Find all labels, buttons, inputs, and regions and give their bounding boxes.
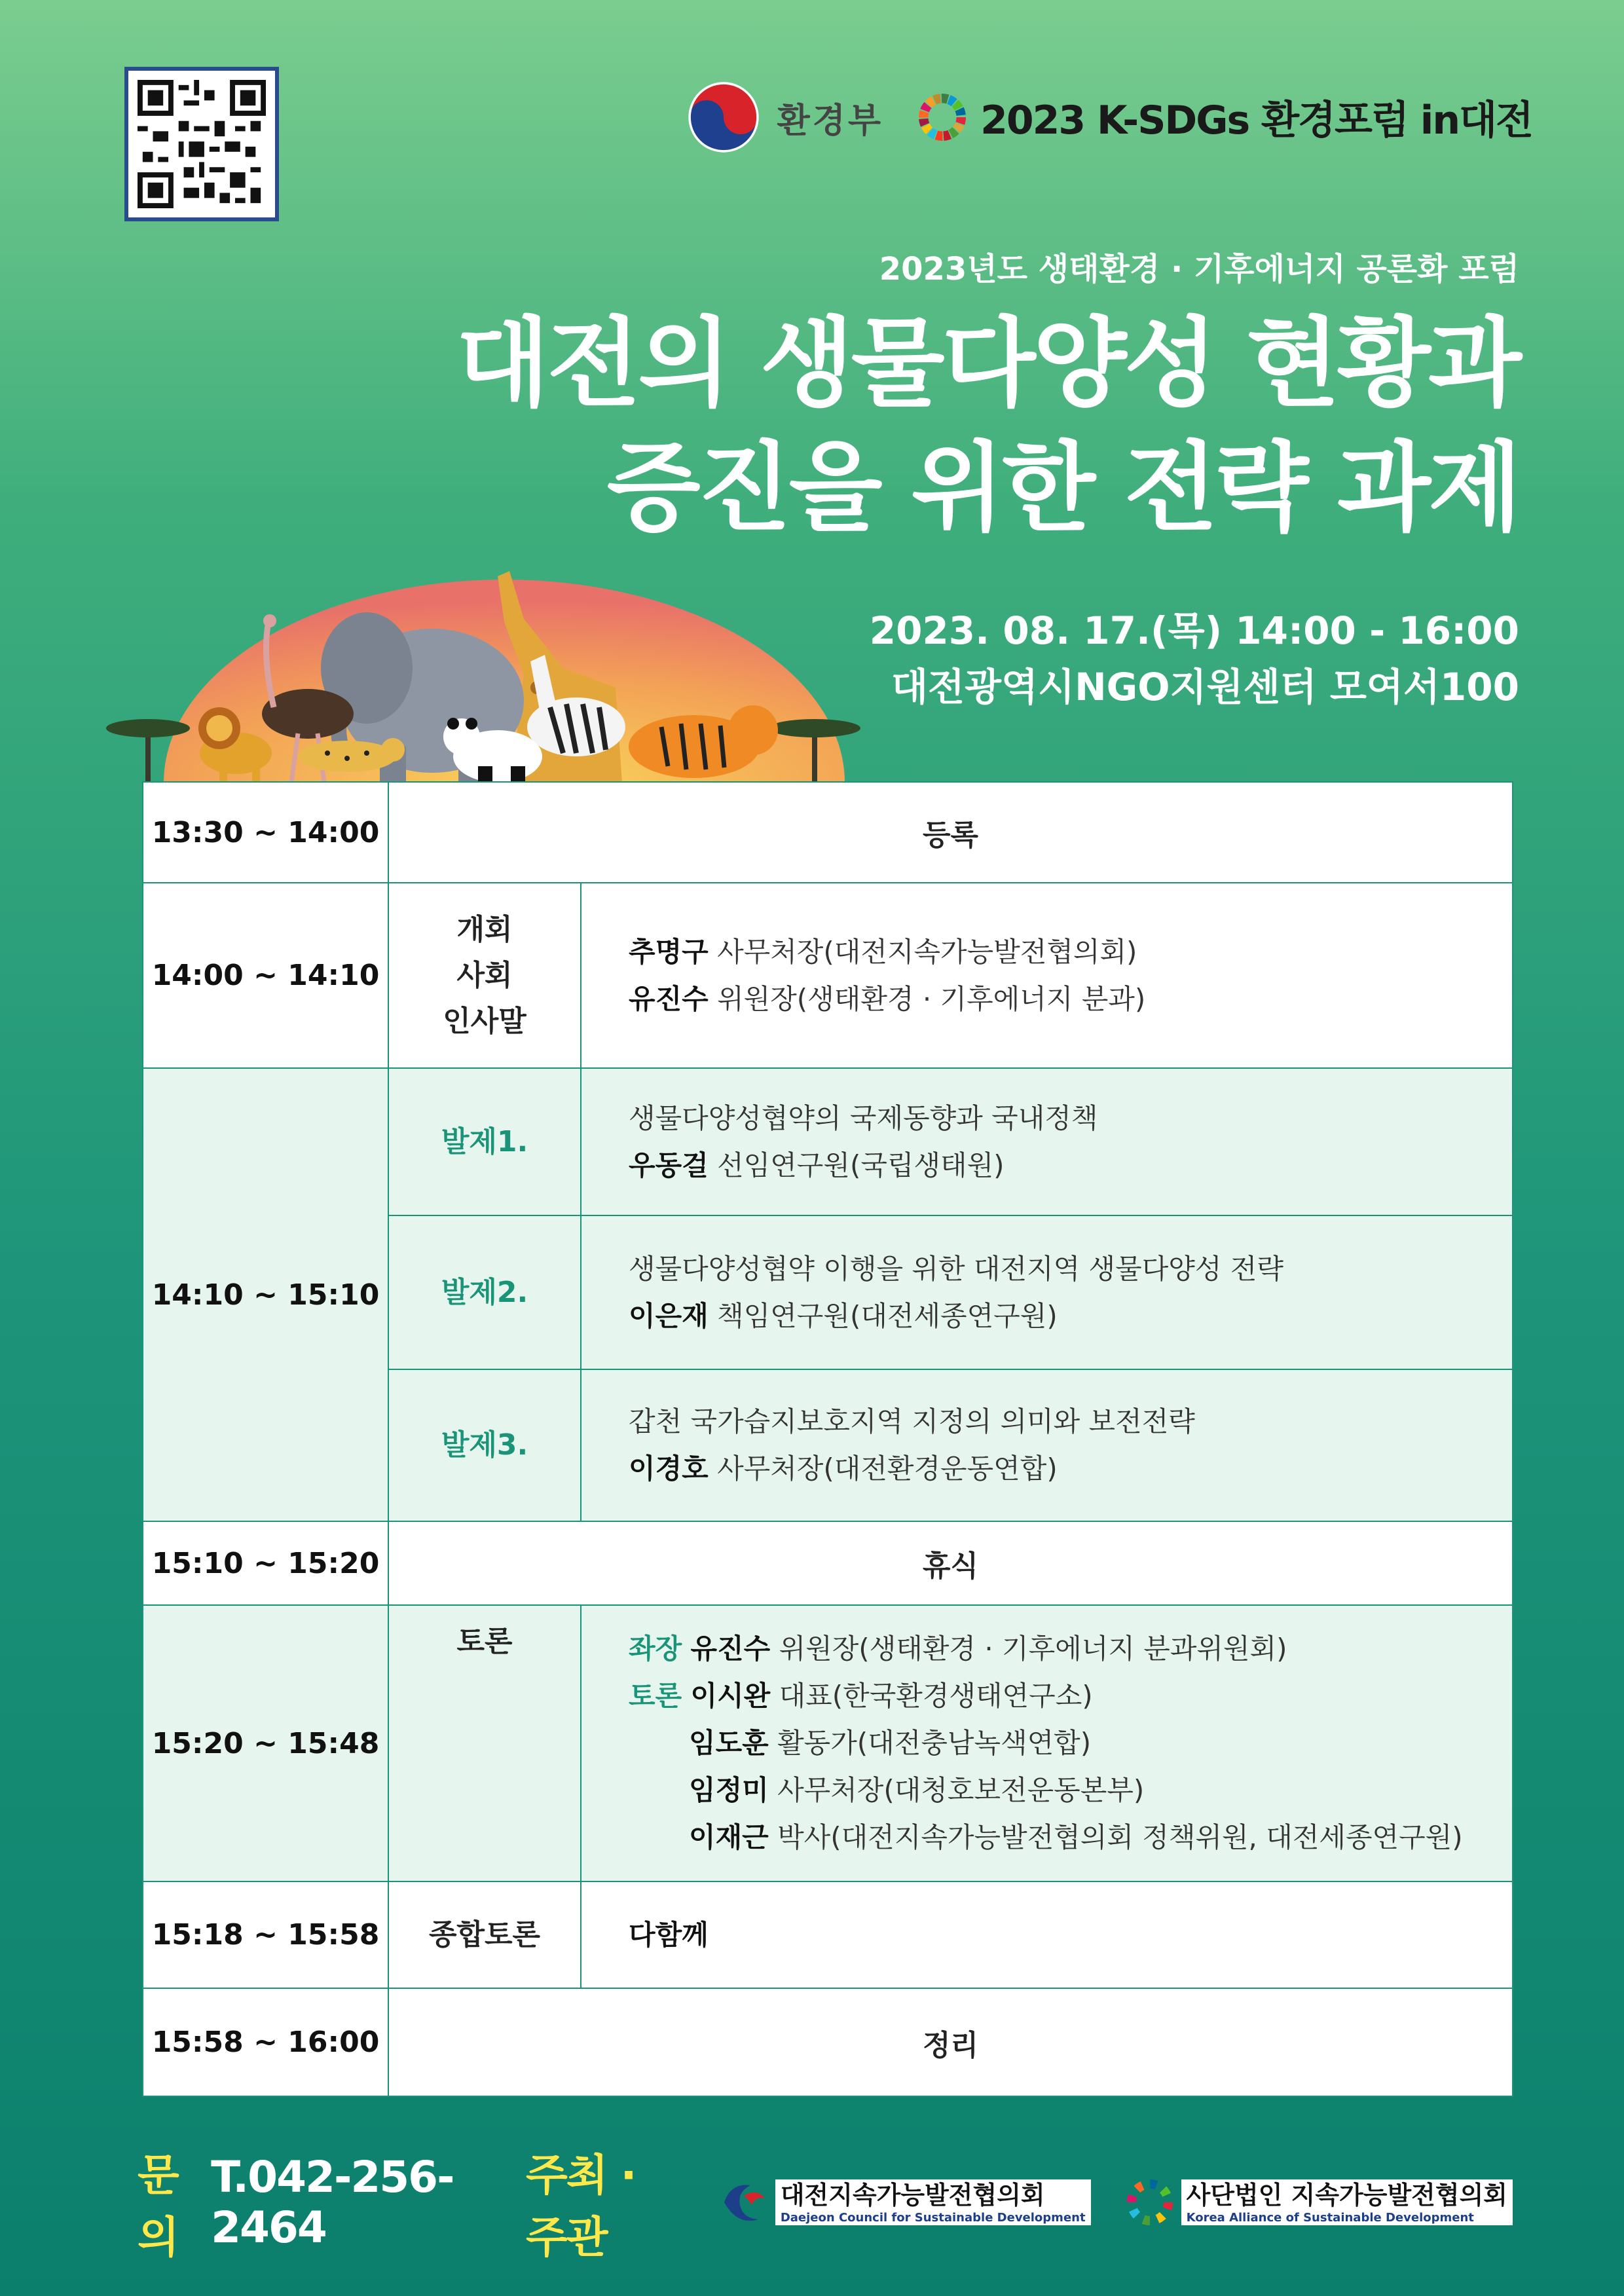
- time-cell: 14:10 ~ 15:10: [143, 1068, 388, 1521]
- panelist-line: [629, 1814, 1512, 1861]
- org2-name: 사단법인 지속가능발전협의회: [1186, 2181, 1508, 2210]
- speaker-role: 박사(대전지속가능발전협의회 정책위원, 대전세종연구원): [777, 1821, 1463, 1853]
- org1-english-name: Daejeon Council for Sustainable Development: [780, 2211, 1086, 2225]
- table-row: [143, 1521, 1513, 1605]
- speaker-name: 임정미: [689, 1774, 769, 1806]
- speaker-name: 추명구: [629, 935, 709, 968]
- animals-illustration: [105, 557, 884, 786]
- time-cell: 15:10 ~ 15:20: [143, 1521, 388, 1605]
- ministry-name: 환경부: [777, 101, 884, 141]
- host-label: 주최 · 주관: [526, 2150, 636, 2263]
- title-line-1: 대전의 생물다양성 현황과: [456, 307, 1519, 420]
- presentation-topic: 생물다양성협약의 국제동향과 국내정책: [629, 1102, 1098, 1134]
- panelist-line: [629, 1720, 1512, 1767]
- chair-line: [629, 1625, 1512, 1673]
- discussion-label: 토론: [388, 1605, 581, 1881]
- speaker-role: 위원장(생태환경 · 기후에너지 분과): [717, 982, 1146, 1015]
- event-place: 대전광역시NGO지원센터 모여서100: [891, 665, 1519, 709]
- panelist-line: [629, 1673, 1512, 1720]
- general-discussion-label: 종합토론: [388, 1881, 581, 1988]
- footer: [138, 2140, 1513, 2265]
- presentation-topic: 생물다양성협약 이행을 위한 대전지역 생물다양성 전략: [629, 1252, 1283, 1285]
- taegeuk-emblem-icon: [685, 79, 762, 156]
- ministry-logo: [685, 79, 883, 156]
- speaker-line: [629, 1142, 1512, 1189]
- forum-logo: [916, 89, 1532, 145]
- table-row: [143, 1988, 1513, 2096]
- qr-code-icon: [138, 80, 266, 208]
- speaker-role: 활동가(대전충남녹색연합): [777, 1727, 1092, 1759]
- qr-code[interactable]: [124, 67, 279, 221]
- speaker-role: 사무처장(대전지속가능발전협의회): [717, 935, 1137, 968]
- opening-label: [388, 883, 581, 1068]
- org-logo-daejeon: [718, 2176, 1091, 2229]
- speaker-role: 선임연구원(국립생태원): [717, 1149, 1005, 1181]
- speaker-role: 대표(한국환경생태연구소): [779, 1680, 1093, 1712]
- general-discussion-content: 다함께: [581, 1881, 1513, 1988]
- presentation-content: [581, 1068, 1513, 1215]
- table-row: [143, 1605, 1513, 1881]
- chair-tag: 좌장: [629, 1633, 682, 1665]
- daejeon-council-emblem-icon: [718, 2176, 770, 2229]
- speaker-line: [629, 1293, 1512, 1340]
- org-logo-korea-alliance: [1124, 2176, 1513, 2229]
- contact-label: 문의: [138, 2150, 178, 2263]
- speaker-name: 이재근: [689, 1821, 769, 1853]
- forum-name: 2023 K-SDGs 환경포럼 in대전: [980, 98, 1532, 143]
- opening-content: [581, 883, 1513, 1068]
- program-table: [142, 781, 1513, 2097]
- presentation-label: 발제1.: [388, 1068, 581, 1215]
- event-info: [870, 602, 1519, 715]
- label-line: 인사말: [443, 1004, 526, 1038]
- speaker-role: 위원장(생태환경 · 기후에너지 분과위원회): [779, 1633, 1287, 1665]
- speaker-line: [629, 976, 1512, 1023]
- presentation-content: [581, 1369, 1513, 1521]
- header-logos: [685, 79, 1532, 156]
- org1-name: 대전지속가능발전협의회: [780, 2181, 1045, 2210]
- speaker-name: 이은재: [629, 1299, 709, 1332]
- presentation-label: 발제3.: [388, 1369, 581, 1521]
- time-cell: 15:20 ~ 15:48: [143, 1605, 388, 1881]
- sdg-wheel-icon: [916, 91, 969, 143]
- org2-english-name: Korea Alliance of Sustainable Development: [1186, 2211, 1474, 2225]
- speaker-name: 유진수: [690, 1633, 771, 1665]
- presentation-label: 발제2.: [388, 1215, 581, 1369]
- time-cell: 14:00 ~ 14:10: [143, 883, 388, 1068]
- contact-phone[interactable]: T.042-256-2464: [211, 2152, 454, 2253]
- label-line: 개회: [456, 912, 513, 946]
- panel-tag: 토론: [629, 1680, 682, 1712]
- presentation-topic: 갑천 국가습지보호지역 지정의 의미와 보전전략: [629, 1405, 1195, 1437]
- break-label: 휴식: [388, 1521, 1513, 1605]
- presentation-content: [581, 1215, 1513, 1369]
- discussion-content: [581, 1605, 1513, 1881]
- speaker-line: [629, 929, 1512, 976]
- table-row: [143, 782, 1513, 883]
- korea-alliance-emblem-icon: [1124, 2176, 1176, 2229]
- title-line-2: 증진을 위한 전략 과제: [606, 432, 1519, 544]
- panelist-line: [629, 1767, 1512, 1814]
- speaker-name: 임도훈: [689, 1727, 769, 1759]
- page-title: [456, 301, 1519, 550]
- speaker-role: 사무처장(대청호보전운동본부): [777, 1774, 1145, 1806]
- speaker-name: 유진수: [629, 982, 709, 1015]
- speaker-name: 이경호: [629, 1453, 709, 1485]
- table-row: [143, 883, 1513, 1068]
- speaker-name: 이시완: [690, 1680, 771, 1712]
- speaker-name: 우동걸: [629, 1149, 709, 1181]
- registration-label: 등록: [388, 782, 1513, 883]
- time-cell: 15:18 ~ 15:58: [143, 1881, 388, 1988]
- time-cell: 13:30 ~ 14:00: [143, 782, 388, 883]
- closing-label: 정리: [388, 1988, 1513, 2096]
- event-date: 2023. 08. 17.(목) 14:00 - 16:00: [869, 608, 1519, 653]
- time-cell: 15:58 ~ 16:00: [143, 1988, 388, 2096]
- speaker-role: 책임연구원(대전세종연구원): [717, 1299, 1058, 1332]
- label-line: 사회: [456, 958, 513, 992]
- event-subtitle: 2023년도 생태환경 · 기후에너지 공론화 포럼: [879, 251, 1519, 287]
- speaker-line: [629, 1445, 1512, 1492]
- table-row: [143, 1881, 1513, 1988]
- speaker-role: 사무처장(대전환경운동연합): [717, 1453, 1058, 1485]
- table-row: [143, 1068, 1513, 1215]
